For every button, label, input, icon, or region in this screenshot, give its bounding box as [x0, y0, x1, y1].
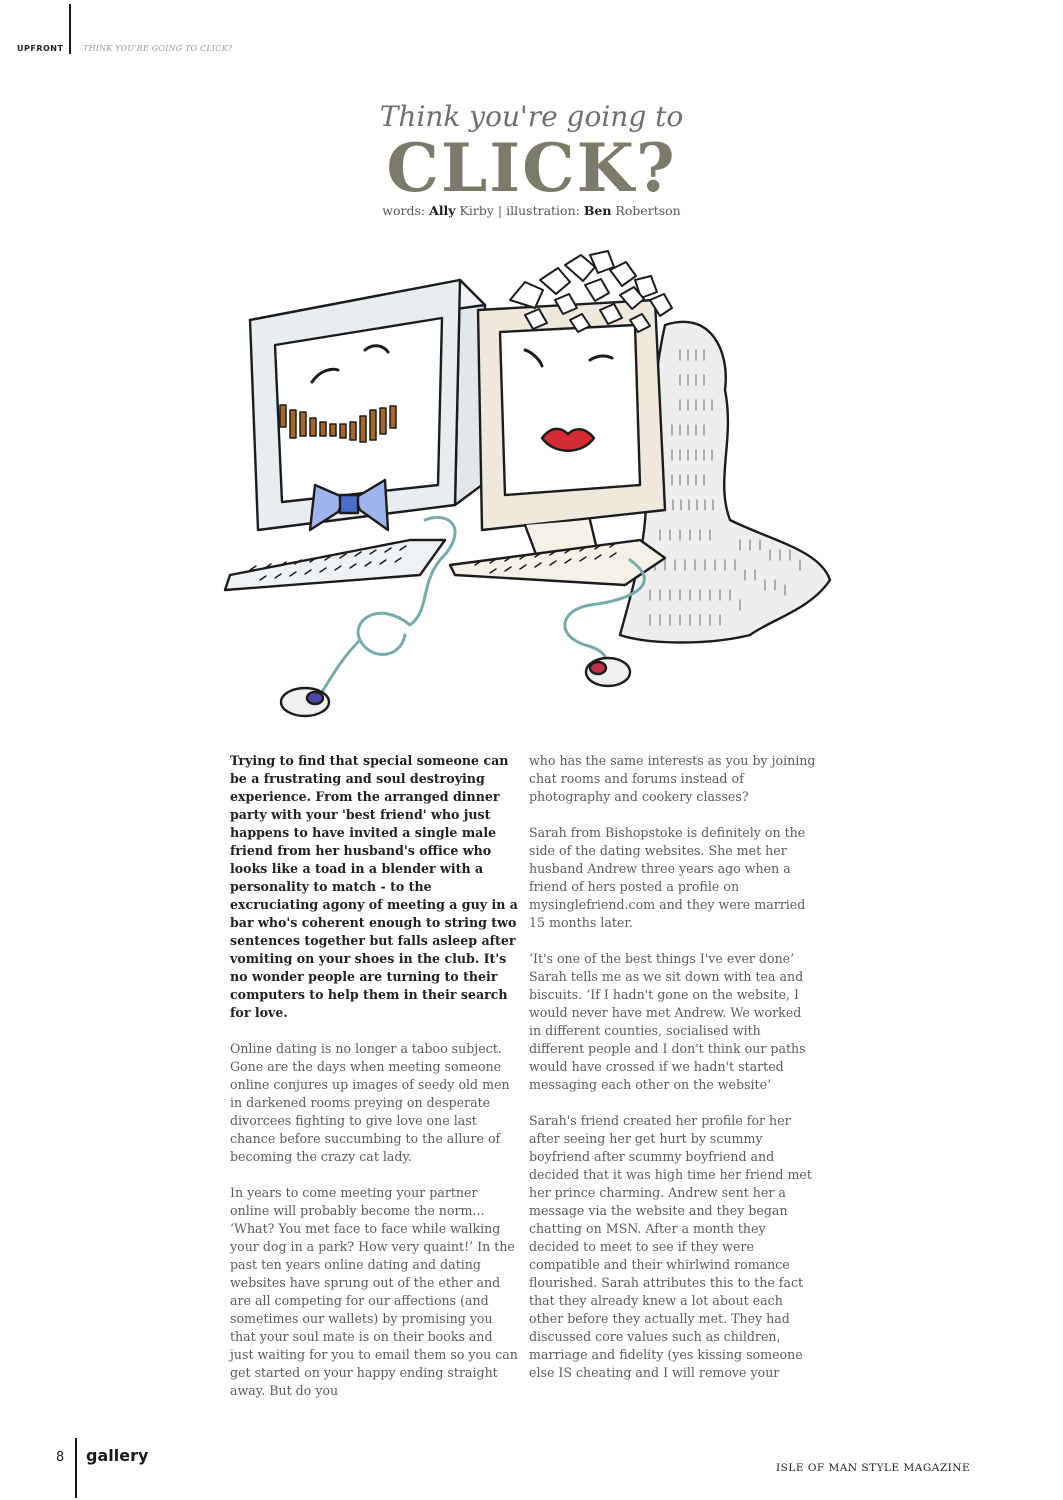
article-column-right [529, 752, 817, 1400]
magazine-brand-logo: gallery [86, 1446, 149, 1465]
article-paragraph: who has the same interests as you by joining chat rooms and forums instead of photography and cookery classes? [529, 753, 816, 804]
byline-separator: | [497, 203, 503, 218]
article-headline: CLICK? [386, 129, 677, 207]
groom-monitor-screen [275, 318, 442, 502]
byline-words-label: words: [382, 203, 426, 218]
article-kicker: Think you're going to [379, 100, 684, 133]
groom-keyboard [225, 540, 445, 590]
byline-author-last: Kirby [459, 203, 494, 218]
article-paragraph: ‘It's one of the best things I've ever done’ Sarah tells me as we sit down with tea and biscuits. ‘If I hadn't gone on the website, I would never have met Andrew. We worked in different counties, socialised with different people and I don't think our paths would have crossed if we hadn't started messaging each other on the website’ [529, 951, 806, 1092]
article-lead-paragraph: Trying to find that special someone can be a frustrating and soul destroying experience. From the arranged dinner party with your 'best friend' who just happens to have invited a single male friend from her husband's office who looks like a toad in a blender with a personality to match - to the excruciating agony of meeting a guy in a bar who's coherent enough to string two sentences together but falls asleep after vomiting on your shoes in the club. It's no wonder people are turning to their computers to help them in their search for love. [230, 753, 518, 1020]
article-paragraph: Online dating is no longer a taboo subject. Gone are the days when meeting someone online conjures up images of seedy old men in darkened rooms preying on desperate divorcees fighting to give love one last chance before succumbing to the allure of becoming the crazy cat lady. [230, 1041, 510, 1164]
magazine-name: ISLE OF MAN STYLE MAGAZINE [776, 1462, 971, 1474]
section-label: UPFRONT [17, 44, 64, 53]
article-paragraph: In years to come meeting your partner online will probably become the norm... ‘What? You met face to face while walking your dog in a park? How very quaint!’ In the past ten years online dating and dating websites have sprung out of the ether and are all competing for our affections (and sometimes our wallets) by promising you that your soul mate is on their books and just waiting for you to email them so you can get started on your happy ending straight away. But do you [230, 1185, 518, 1398]
byline-illustrator-last: Robertson [615, 203, 681, 218]
footer-divider [75, 1438, 77, 1498]
bride-monitor-screen [500, 325, 640, 495]
page-number: 8 [56, 1450, 65, 1465]
article-column-left [230, 752, 518, 1418]
article-paragraph: Sarah's friend created her profile for her after seeing her get hurt by scummy boyfriend after scummy boyfriend and decided that it was high time her friend met her prince charming. Andrew sent her a message via the website and they began chatting on MSN. After a month they decided to meet to see if they were compatible and their whirlwind romance flourished. Sarah attributes this to the fact that they already knew a lot about each other before they actually met. They had discussed core values such as children, marriage and fidelity (yes kissing someone else IS cheating and I will remove your [529, 1113, 812, 1380]
header-divider [69, 4, 71, 54]
article-byline [0, 203, 1063, 218]
byline-author-first: Ally [429, 203, 456, 218]
article-illustration [210, 240, 840, 720]
article-paragraph: Sarah from Bishopstoke is definitely on the side of the dating websites. She met her husband Andrew three years ago when a friend of hers posted a profile on mysinglefriend.com and they were married 15 months later. [529, 825, 806, 930]
byline-illustrator-first: Ben [583, 203, 612, 218]
byline-illustration-label: illustration: [506, 203, 580, 218]
running-title: THINK YOU'RE GOING TO CLICK? [83, 44, 233, 53]
